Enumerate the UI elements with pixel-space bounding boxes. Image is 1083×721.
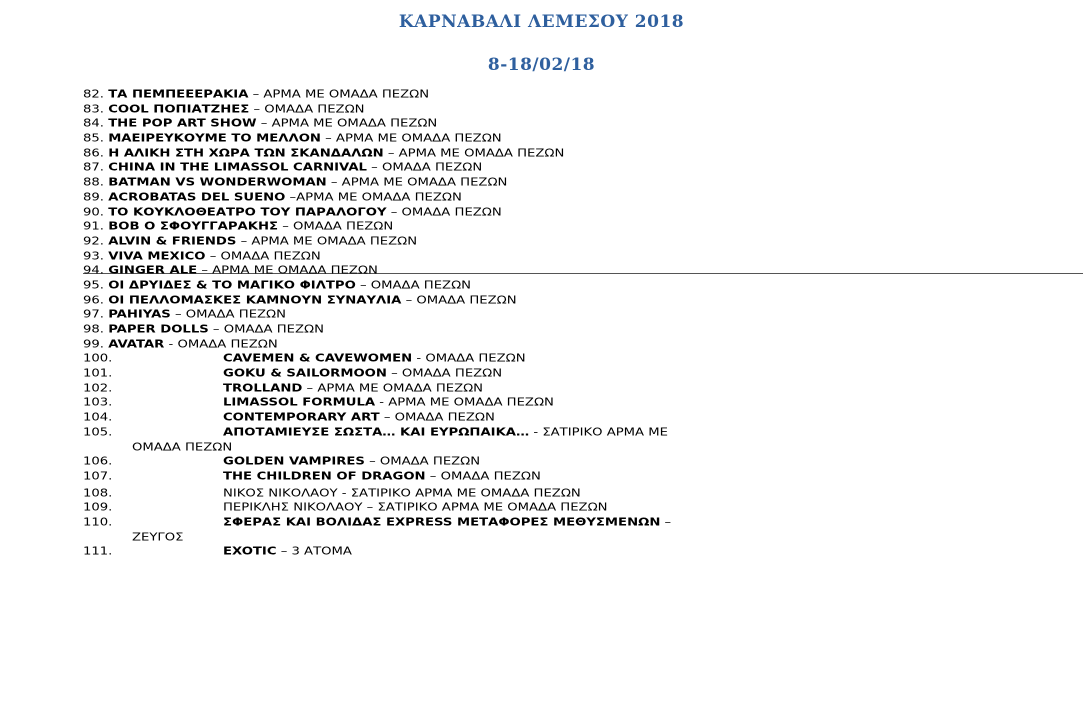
list-item xyxy=(83,251,1073,263)
item-desc: – ΑΡΜΑ ΜΕ ΟΜΑΔΑ ΠΕΖΩΝ xyxy=(236,235,418,248)
item-name: ΤΑ ΠΕΜΠΕΕΕΡΑΚΙΑ xyxy=(108,88,249,101)
item-name: BATMAN VS WONDERWOMAN xyxy=(108,176,327,189)
list-item xyxy=(83,503,1073,515)
item-desc: – ΑΡΜΑ ΜΕ ΟΜΑΔΑ ΠΕΖΩΝ xyxy=(320,132,502,145)
item-number: 90. xyxy=(83,206,104,219)
item-desc: – ΑΡΜΑ ΜΕ ΟΜΑΔΑ ΠΕΖΩΝ xyxy=(248,88,430,101)
item-number: 110. xyxy=(83,516,113,529)
list-item xyxy=(83,89,1073,101)
item-number: 86. xyxy=(83,147,104,160)
item-name: ΟΙ ΠΕΛΛΟΜΑΣΚΕΣ ΚΑΜΝΟΥΝ ΣΥΝΑΥΛΙΑ xyxy=(108,294,402,307)
item-desc: - ΣΑΤΙΡΙΚΟ ΑΡΜΑ ΜΕ xyxy=(529,426,668,439)
item-desc: – ΑΡΜΑ ΜΕ ΟΜΑΔΑ ΠΕΖΩΝ xyxy=(326,176,508,189)
list-item xyxy=(83,368,1073,380)
item-name: ΒΟΒ Ο ΣΦΟΥΓΓΑΡΑΚΗΣ xyxy=(108,220,279,233)
item-desc: - ΑΡΜΑ ΜΕ ΟΜΑΔΑ ΠΕΖΩΝ xyxy=(375,396,554,410)
item-desc: – xyxy=(660,516,672,529)
list-item xyxy=(83,222,1073,234)
item-number: 84. xyxy=(83,117,104,131)
item-name: ΣΦΕΡΑΣ ΚΑΙ ΒΟΛΙΔΑΣ EXPRESS ΜΕΤΑΦΟΡΕΣ ΜΕΘΥΣΜΕΝΩΝ xyxy=(223,516,661,529)
item-name: EXOTIC xyxy=(223,545,277,559)
list-item xyxy=(83,398,1073,410)
list-item xyxy=(83,383,1073,395)
item-number: 97. xyxy=(83,308,104,322)
list-item xyxy=(83,295,1073,307)
item-number: 105. xyxy=(83,426,113,439)
list-item xyxy=(83,104,1073,116)
item-name: TROLLAND xyxy=(223,382,303,395)
item-desc: – ΑΡΜΑ ΜΕ ΟΜΑΔΑ ΠΕΖΩΝ xyxy=(256,117,438,131)
item-desc: – ΟΜΑΔΑ ΠΕΖΩΝ xyxy=(355,279,472,292)
item-number: 111. xyxy=(83,545,113,559)
item-name: PAHIYAS xyxy=(108,308,171,322)
item-name: CHINA IN THE LIMASSOL CARNIVAL xyxy=(108,161,367,175)
item-name: VIVA MEXICO xyxy=(108,250,206,263)
list-item xyxy=(83,339,1073,351)
list-item xyxy=(83,163,1073,175)
item-name: THE POP ART SHOW xyxy=(108,117,257,131)
item-number: 93. xyxy=(83,250,104,263)
list-item xyxy=(83,412,1073,424)
item-number: 100. xyxy=(83,352,113,366)
item-number: 92. xyxy=(83,235,104,248)
item-desc: –ΑΡΜΑ ΜΕ ΟΜΑΔΑ ΠΕΖΩΝ xyxy=(285,191,462,204)
list-item xyxy=(83,457,1073,469)
item-desc: – ΣΑΤΙΡΙΚΟ ΑΡΜΑ ΜΕ ΟΜΑΔΑ ΠΕΖΩΝ xyxy=(362,501,608,515)
item-desc: – ΟΜΑΔΑ ΠΕΖΩΝ xyxy=(379,411,495,424)
item-number: 103. xyxy=(83,396,113,410)
item-number: 95. xyxy=(83,279,104,292)
item-number: 101. xyxy=(83,367,113,380)
list-item xyxy=(83,547,1073,559)
item-name: ΑΠΟΤΑΜΙΕΥΣΕ ΣΩΣΤΑ… ΚΑΙ ΕΥΡΩΠΑΙΚΑ… xyxy=(223,426,530,439)
item-name: AVATAR xyxy=(108,338,165,351)
item-number: 108. xyxy=(83,487,113,500)
item-name: ACROBATAS DEL SUENO xyxy=(108,191,286,204)
item-number: 82. xyxy=(83,88,104,101)
item-desc: - ΟΜΑΔΑ ΠΕΖΩΝ xyxy=(164,338,278,351)
item-name: ΜΑΕΙΡΕΥΚΟΥΜΕ ΤΟ ΜΕΛΛΟΝ xyxy=(108,132,321,145)
item-desc: – ΟΜΑΔΑ ΠΕΖΩΝ xyxy=(170,308,286,322)
item-number: 98. xyxy=(83,323,104,336)
date-range: 8-18/02/18 xyxy=(487,55,596,75)
item-number: 107. xyxy=(83,470,113,483)
item-number: 91. xyxy=(83,220,104,233)
list-item xyxy=(83,488,1073,500)
list-item xyxy=(83,236,1073,248)
item-number: 89. xyxy=(83,191,104,204)
item-number: 88. xyxy=(83,176,104,189)
item-name: THE CHILDREN OF DRAGON xyxy=(223,470,426,483)
item-name: GINGER ALE xyxy=(108,264,198,278)
item-desc: – ΟΜΑΔΑ ΠΕΖΩΝ xyxy=(249,103,365,116)
item-number: 85. xyxy=(83,132,104,145)
item-name: CAVEMEN & CAVEWOMEN xyxy=(223,352,413,366)
item-desc: – 3 ΑΤΟΜΑ xyxy=(276,545,352,559)
list-item xyxy=(83,427,1073,439)
item-name: PAPER DOLLS xyxy=(108,323,209,336)
item-number: 99. xyxy=(83,338,104,351)
item-desc: – ΟΜΑΔΑ ΠΕΖΩΝ xyxy=(205,250,321,263)
item-name: ΟΙ ΔΡΥΙΔΕΣ & ΤΟ ΜΑΓΙΚΟ ΦΙΛΤΡΟ xyxy=(108,279,356,292)
item-desc: - ΣΑΤΙΡΙΚΟ ΑΡΜΑ ΜΕ ΟΜΑΔΑ ΠΕΖΩΝ xyxy=(337,487,581,500)
list-item xyxy=(83,119,1073,131)
item-name: LIMASSOL FORMULA xyxy=(223,396,376,410)
item-name: ALVIN & FRIENDS xyxy=(108,235,237,248)
item-name: CONTEMPORARY ART xyxy=(223,411,380,424)
list-item xyxy=(83,517,1073,529)
item-number: 83. xyxy=(83,103,104,116)
item-continuation: ΟΜΑΔΑ ΠΕΖΩΝ xyxy=(132,441,233,454)
list-item xyxy=(83,280,1073,292)
item-desc: – ΟΜΑΔΑ ΠΕΖΩΝ xyxy=(208,323,324,336)
list-item xyxy=(83,148,1073,160)
item-desc: – ΑΡΜΑ ΜΕ ΟΜΑΔΑ ΠΕΖΩΝ xyxy=(197,264,378,278)
list-item xyxy=(83,324,1073,336)
item-name: ΝΙΚΟΣ ΝΙΚΟΛΑΟΥ xyxy=(223,487,338,500)
item-desc: – ΟΜΑΔΑ ΠΕΖΩΝ xyxy=(278,220,394,233)
item-name: COOL ΠΟΠΙΑΤΖΗΕΣ xyxy=(108,103,250,116)
page-title: ΚΑΡΝΑΒΑΛΙ ΛΕΜΕΣΟΥ 2018 xyxy=(398,12,685,32)
list-item xyxy=(83,177,1073,189)
item-number: 104. xyxy=(83,411,113,424)
list-item xyxy=(83,133,1073,145)
item-name: GOLDEN VAMPIRES xyxy=(223,455,365,468)
item-name: GOKU & SAILORMOON xyxy=(223,367,387,380)
item-name: ΠΕΡΙΚΛΗΣ ΝΙΚΟΛΑΟΥ xyxy=(223,501,363,515)
item-continuation: ΖΕΥΓΟΣ xyxy=(132,531,184,544)
item-desc: – ΟΜΑΔΑ ΠΕΖΩΝ xyxy=(364,455,481,468)
list-item xyxy=(83,310,1073,322)
list-item xyxy=(83,354,1073,366)
item-desc: – ΟΜΑΔΑ ΠΕΖΩΝ xyxy=(425,470,541,483)
list-item xyxy=(83,207,1073,219)
item-desc: – ΟΜΑΔΑ ΠΕΖΩΝ xyxy=(366,161,483,175)
item-number: 96. xyxy=(83,294,104,307)
participant-list xyxy=(83,88,1073,560)
item-number: 94. xyxy=(83,264,104,278)
item-desc: – ΟΜΑΔΑ ΠΕΖΩΝ xyxy=(386,367,503,380)
item-number: 87. xyxy=(83,161,104,175)
item-desc: – ΟΜΑΔΑ ΠΕΖΩΝ xyxy=(386,206,502,219)
item-number: 109. xyxy=(83,501,113,515)
item-number: 106. xyxy=(83,455,113,468)
item-desc: – ΟΜΑΔΑ ΠΕΖΩΝ xyxy=(401,294,517,307)
item-name: Η ΑΛΙΚΗ ΣΤΗ ΧΩΡΑ ΤΩΝ ΣΚΑΝΔΑΛΩΝ xyxy=(108,147,384,160)
list-item xyxy=(83,471,1073,483)
item-desc: – ΑΡΜΑ ΜΕ ΟΜΑΔΑ ΠΕΖΩΝ xyxy=(383,147,565,160)
item-number: 102. xyxy=(83,382,113,395)
list-item xyxy=(83,266,1073,278)
item-desc: – ΑΡΜΑ ΜΕ ΟΜΑΔΑ ΠΕΖΩΝ xyxy=(302,382,484,395)
item-desc: - ΟΜΑΔΑ ΠΕΖΩΝ xyxy=(412,352,526,366)
item-name: ΤΟ ΚΟΥΚΛΟΘΕΑΤΡΟ ΤΟΥ ΠΑΡΑΛΟΓΟΥ xyxy=(108,206,387,219)
list-item xyxy=(83,192,1073,204)
